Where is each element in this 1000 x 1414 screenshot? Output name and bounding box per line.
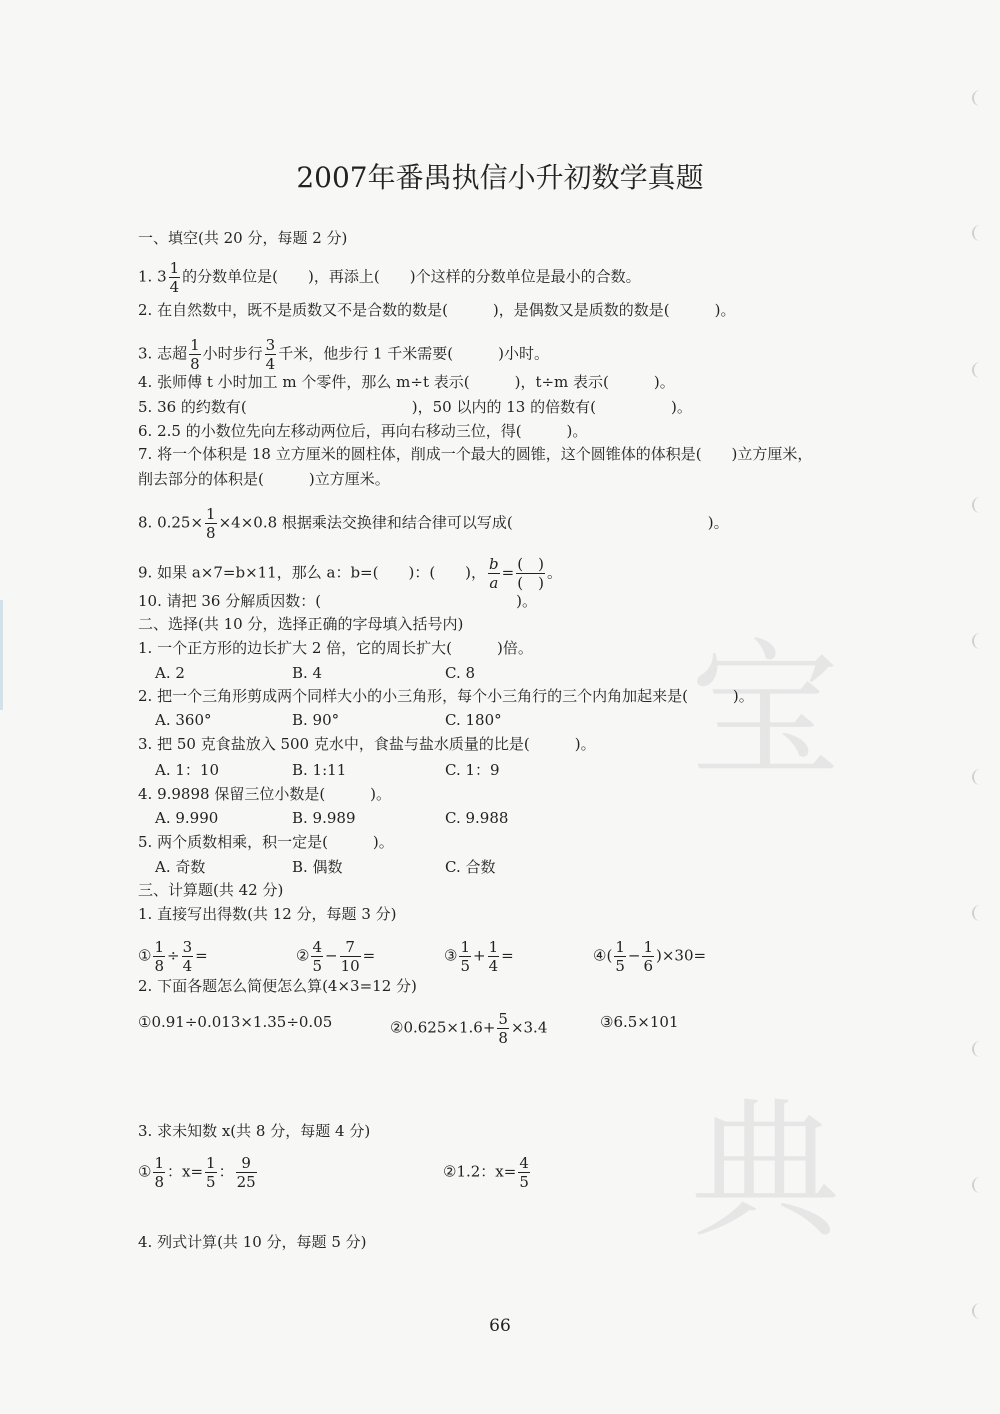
option-a: A. 奇数 (155, 858, 206, 876)
option-b: B. 9.989 (292, 809, 356, 827)
binder-hole-mark (972, 1177, 982, 1193)
option-b: B. 90° (292, 711, 340, 729)
question-fill-2: 2. 在自然数中，既不是质数又不是合数的数是( )，是偶数又是质数的数是( )。 (138, 301, 736, 319)
question-fill-4: 4. 张师傅 t 小时加工 m 个零件，那么 m÷t 表示( )，t÷m 表示( )。 (138, 373, 675, 391)
calc-1-c: ③ $\frac{1}{5}$ + $\frac{1}{4}$ = (444, 938, 514, 975)
fraction: $\frac{7}{10}$ (340, 938, 360, 975)
fraction: $\frac{1}{8}$ (206, 505, 216, 542)
calc-2-a: ①0.91÷0.013×1.35÷0.05 (138, 1013, 333, 1031)
option-c: C. 合数 (445, 858, 496, 876)
calc-3-b: ②1.2：x= $\frac{4}{5}$ (443, 1154, 529, 1191)
question-fill-9: 9. 如果 a×7=b×11，那么 a：b=( )：( )， $\frac{b}{a}$ = ( ) ( ) 。 (138, 555, 562, 592)
option-c: C. 1：9 (445, 761, 500, 779)
fraction: $\frac{4}{5}$ (519, 1154, 529, 1191)
fraction: $\frac{1}{5}$ (615, 938, 625, 975)
fraction: $\frac{5}{8}$ (498, 1010, 508, 1047)
question-fill-5: 5. 36 的约数有( )，50 以内的 13 的倍数有( )。 (138, 398, 692, 416)
binder-hole-mark (972, 769, 982, 785)
fraction: $\frac{1}{8}$ (154, 938, 164, 975)
fraction: $\frac{4}{5}$ (312, 938, 322, 975)
fraction: $\frac{1}{8}$ (190, 336, 200, 373)
scan-edge-mark (0, 600, 3, 710)
binder-hole-mark (972, 905, 982, 921)
question-fill-8: 8. 0.25× $\frac{1}{8}$ ×4×0.8 根据乘法交换律和结合律可以写成( )。 (138, 505, 729, 542)
option-a: A. 1：10 (155, 761, 219, 779)
option-a: A. 2 (155, 664, 185, 682)
question-fill-7: 7. 将一个体积是 18 立方厘米的圆柱体，削成一个最大的圆锥，这个圆锥体的体积是( )立方厘米， (138, 445, 813, 463)
option-c: C. 8 (445, 664, 476, 682)
binder-hole-mark (972, 225, 982, 241)
calc-part-2-heading: 2. 下面各题怎么简便怎么算(4×3=12 分) (138, 977, 417, 995)
watermark-char: 宝 (690, 625, 841, 799)
calc-2-c: ③6.5×101 (600, 1013, 679, 1031)
calc-part-4-heading: 4. 列式计算(共 10 分，每题 5 分) (138, 1233, 367, 1251)
question-choice-4: 4. 9.9898 保留三位小数是( )。 (138, 785, 392, 803)
option-a: A. 360° (155, 711, 212, 729)
fraction: $\frac{1}{8}$ (154, 1154, 164, 1191)
option-b: B. 偶数 (292, 858, 343, 876)
binder-hole-mark (972, 1041, 982, 1057)
calc-2-b: ②0.625×1.6+ $\frac{5}{8}$ ×3.4 (390, 1010, 548, 1047)
fraction: $\frac{1}{5}$ (460, 938, 470, 975)
section-heading: 一、填空(共 20 分，每题 2 分) (138, 229, 348, 247)
binder-hole-mark (972, 633, 982, 649)
fraction: $\frac{1}{4}$ (488, 938, 499, 975)
binder-hole-mark (972, 90, 982, 106)
question-fill-6: 6. 2.5 的小数位先向左移动两位后，再向右移动三位，得( )。 (138, 422, 588, 440)
question-fill-10: 10. 请把 36 分解质因数：( )。 (138, 592, 537, 610)
calc-1-a: ① $\frac{1}{8}$ ÷ $\frac{3}{4}$ = (138, 938, 208, 975)
calc-part-3-heading: 3. 求未知数 x(共 8 分，每题 4 分) (138, 1122, 371, 1140)
fraction: $\frac{1}{6}$ (643, 938, 653, 975)
question-fill-3: 3. 志超 $\frac{1}{8}$ 小时步行 $\frac{3}{4}$ 千米，他步行 1 千米需要( )小时。 (138, 336, 549, 373)
calc-3-a: ① $\frac{1}{8}$ ：x= $\frac{1}{5}$ ： $\frac{9}{25}$ (138, 1154, 256, 1191)
page-title: 2007年番禺执信小升初数学真题 (296, 161, 704, 194)
question-fill-1: 1. 3 $\frac{1}{4}$ 的分数单位是( )，再添上( )个这样的分数单位是最小的合数。 (138, 259, 641, 296)
watermark-char: 典 (690, 1085, 841, 1259)
question-choice-2: 2. 把一个三角形剪成两个同样大小的小三角形，每个小三角行的三个内角加起来是( )。 (138, 687, 754, 705)
page-number: 66 (489, 1316, 511, 1336)
fraction: ( ) ( ) (517, 555, 544, 592)
question-choice-5: 5. 两个质数相乘，积一定是( )。 (138, 833, 394, 851)
option-c: C. 180° (445, 711, 502, 729)
fraction: $\frac{3}{4}$ (265, 336, 276, 373)
option-c: C. 9.988 (445, 809, 509, 827)
option-a: A. 9.990 (155, 809, 219, 827)
question-choice-1: 1. 一个正方形的边长扩大 2 倍，它的周长扩大( )倍。 (138, 639, 533, 657)
fraction: $\frac{1}{4}$ (169, 259, 180, 296)
option-b: B. 1:11 (292, 761, 347, 779)
fraction: $\frac{9}{25}$ (236, 1154, 256, 1191)
question-choice-3: 3. 把 50 克食盐放入 500 克水中，食盐与盐水质量的比是( )。 (138, 735, 596, 753)
question-fill-7-cont: 削去部分的体积是( )立方厘米。 (138, 470, 390, 488)
fraction: $\frac{1}{5}$ (206, 1154, 216, 1191)
binder-hole-mark (972, 497, 982, 513)
fraction: $\frac{b}{a}$ (489, 555, 499, 592)
calc-1-b: ② $\frac{4}{5}$ − $\frac{7}{10}$ = (296, 938, 376, 975)
section-heading: 二、选择(共 10 分，选择正确的字母填入括号内) (138, 615, 464, 633)
calc-part-1-heading: 1. 直接写出得数(共 12 分，每题 3 分) (138, 905, 397, 923)
option-b: B. 4 (292, 664, 323, 682)
calc-1-d: ④( $\frac{1}{5}$ − $\frac{1}{6}$ )×30= (593, 938, 707, 975)
binder-hole-mark (972, 362, 982, 378)
section-heading: 三、计算题(共 42 分) (138, 881, 284, 899)
fraction: $\frac{3}{4}$ (182, 938, 193, 975)
